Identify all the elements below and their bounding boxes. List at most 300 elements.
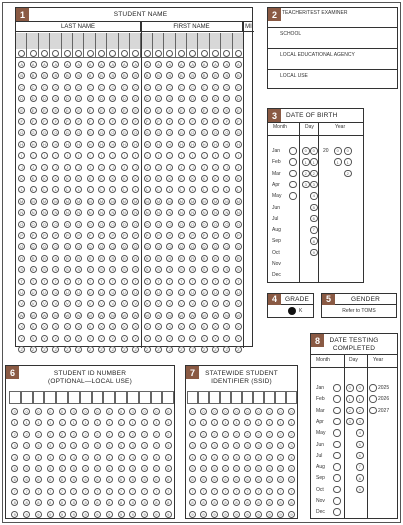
ssid-digit-bubble[interactable]: 1 bbox=[222, 419, 229, 426]
ssid-write-in-box[interactable] bbox=[209, 391, 220, 404]
name-letter-bubble[interactable]: A bbox=[212, 61, 219, 68]
name-letter-bubble[interactable]: T bbox=[41, 278, 48, 285]
student-id-digit-bubble[interactable]: 2 bbox=[82, 431, 89, 438]
name-letter-bubble[interactable]: F bbox=[212, 118, 219, 125]
name-letter-bubble[interactable]: L bbox=[212, 186, 219, 193]
name-letter-bubble[interactable]: K bbox=[132, 175, 139, 182]
name-letter-bubble[interactable]: I bbox=[201, 152, 208, 159]
name-letter-bubble[interactable]: I bbox=[98, 152, 105, 159]
name-letter-bubble[interactable]: N bbox=[166, 209, 173, 216]
name-letter-bubble[interactable]: G bbox=[213, 130, 218, 136]
student-id-digit-bubble[interactable]: 1 bbox=[165, 419, 172, 426]
name-letter-bubble[interactable]: M bbox=[122, 198, 126, 204]
dob-day-ones-bubble[interactable]: 1 bbox=[310, 158, 318, 166]
name-space-bubble[interactable] bbox=[30, 50, 37, 57]
name-letter-bubble[interactable]: L bbox=[178, 186, 185, 193]
name-letter-bubble[interactable]: G bbox=[54, 130, 58, 136]
name-letter-bubble[interactable]: I bbox=[235, 152, 242, 159]
student-id-digit-bubble[interactable]: 0 bbox=[70, 408, 77, 415]
name-letter-bubble[interactable]: E bbox=[235, 107, 242, 114]
student-id-digit-bubble[interactable]: 2 bbox=[59, 431, 66, 438]
name-letter-bubble[interactable]: J bbox=[144, 164, 151, 171]
name-letter-bubble[interactable]: G bbox=[111, 130, 115, 136]
name-letter-bubble[interactable]: Y bbox=[52, 335, 59, 342]
name-letter-bubble[interactable]: T bbox=[212, 278, 219, 285]
name-write-in-box[interactable] bbox=[164, 33, 175, 49]
name-letter-bubble[interactable]: Q bbox=[225, 244, 229, 250]
name-letter-bubble[interactable]: W bbox=[168, 312, 172, 318]
name-letter-bubble[interactable]: U bbox=[64, 289, 71, 296]
name-letter-bubble[interactable]: N bbox=[155, 209, 162, 216]
name-letter-bubble[interactable]: S bbox=[64, 266, 71, 273]
name-letter-bubble[interactable]: X bbox=[201, 323, 208, 330]
testing-day-ones-bubble[interactable]: 3 bbox=[356, 418, 364, 426]
student-id-digit-bubble[interactable]: 6 bbox=[35, 476, 42, 483]
name-letter-bubble[interactable]: X bbox=[189, 323, 196, 330]
name-letter-bubble[interactable]: D bbox=[189, 95, 196, 102]
student-id-digit-bubble[interactable]: 7 bbox=[165, 488, 172, 495]
name-space-bubble[interactable] bbox=[98, 50, 105, 57]
name-letter-bubble[interactable]: G bbox=[202, 130, 206, 136]
name-letter-bubble[interactable]: W bbox=[54, 312, 58, 318]
name-letter-bubble[interactable]: N bbox=[201, 209, 208, 216]
name-letter-bubble[interactable]: B bbox=[144, 72, 151, 79]
name-letter-bubble[interactable]: F bbox=[201, 118, 208, 125]
name-letter-bubble[interactable]: N bbox=[18, 209, 25, 216]
student-id-digit-bubble[interactable]: 6 bbox=[129, 476, 136, 483]
student-id-digit-bubble[interactable]: 8 bbox=[59, 499, 66, 506]
name-letter-bubble[interactable]: A bbox=[30, 61, 37, 68]
name-letter-bubble[interactable]: L bbox=[41, 186, 48, 193]
student-id-digit-bubble[interactable]: 1 bbox=[70, 419, 77, 426]
name-letter-bubble[interactable]: G bbox=[122, 130, 126, 136]
name-letter-bubble[interactable]: C bbox=[132, 84, 139, 91]
name-letter-bubble[interactable]: B bbox=[178, 72, 185, 79]
ssid-digit-bubble[interactable]: 3 bbox=[244, 442, 251, 449]
name-letter-bubble[interactable]: Q bbox=[202, 244, 206, 250]
name-letter-bubble[interactable]: F bbox=[155, 118, 162, 125]
name-letter-bubble[interactable]: C bbox=[212, 84, 219, 91]
name-letter-bubble[interactable]: O bbox=[42, 221, 47, 227]
name-letter-bubble[interactable]: Z bbox=[18, 346, 25, 353]
name-letter-bubble[interactable]: Z bbox=[52, 346, 59, 353]
name-letter-bubble[interactable]: E bbox=[30, 107, 37, 114]
testing-day-ones-bubble[interactable]: 8 bbox=[356, 474, 364, 482]
name-letter-bubble[interactable]: C bbox=[166, 84, 173, 91]
name-letter-bubble[interactable]: G bbox=[31, 130, 35, 136]
ssid-digit-bubble[interactable]: 9 bbox=[189, 511, 196, 518]
student-id-digit-bubble[interactable]: 3 bbox=[118, 442, 125, 449]
name-letter-bubble[interactable]: N bbox=[98, 209, 105, 216]
name-letter-bubble[interactable]: D bbox=[18, 95, 25, 102]
name-letter-bubble[interactable]: Y bbox=[132, 335, 139, 342]
name-letter-bubble[interactable]: L bbox=[132, 186, 139, 193]
name-letter-bubble[interactable]: J bbox=[98, 164, 105, 171]
name-write-in-box[interactable] bbox=[107, 33, 118, 49]
name-letter-bubble[interactable]: D bbox=[166, 95, 173, 102]
student-id-digit-bubble[interactable]: 5 bbox=[118, 465, 125, 472]
name-letter-bubble[interactable]: P bbox=[98, 232, 105, 239]
ssid-digit-bubble[interactable]: 2 bbox=[222, 431, 229, 438]
name-letter-bubble[interactable]: W bbox=[179, 312, 184, 318]
name-letter-bubble[interactable]: O bbox=[54, 221, 58, 227]
name-write-in-box[interactable] bbox=[221, 33, 232, 49]
name-letter-bubble[interactable]: P bbox=[64, 232, 71, 239]
testing-month-bubble[interactable] bbox=[333, 463, 341, 471]
student-id-digit-bubble[interactable]: 5 bbox=[106, 465, 113, 472]
ssid-digit-bubble[interactable]: 8 bbox=[277, 499, 284, 506]
student-id-digit-bubble[interactable]: 8 bbox=[11, 499, 18, 506]
name-letter-bubble[interactable]: P bbox=[155, 232, 162, 239]
name-letter-bubble[interactable]: H bbox=[178, 141, 185, 148]
testing-month-bubble[interactable] bbox=[333, 395, 341, 403]
ssid-digit-bubble[interactable]: 6 bbox=[200, 476, 207, 483]
student-id-digit-bubble[interactable]: 4 bbox=[11, 454, 18, 461]
name-letter-bubble[interactable]: K bbox=[155, 175, 162, 182]
name-letter-bubble[interactable]: W bbox=[213, 312, 218, 318]
name-letter-bubble[interactable]: S bbox=[223, 266, 230, 273]
name-letter-bubble[interactable]: W bbox=[88, 312, 92, 318]
name-letter-bubble[interactable]: Y bbox=[87, 335, 94, 342]
name-letter-bubble[interactable]: X bbox=[41, 323, 48, 330]
name-letter-bubble[interactable]: I bbox=[212, 152, 219, 159]
name-space-bubble[interactable] bbox=[87, 50, 94, 57]
student-id-digit-bubble[interactable]: 8 bbox=[165, 499, 172, 506]
name-letter-bubble[interactable]: G bbox=[99, 130, 104, 136]
name-letter-bubble[interactable]: P bbox=[52, 232, 59, 239]
ssid-digit-bubble[interactable]: 3 bbox=[233, 442, 240, 449]
name-letter-bubble[interactable]: L bbox=[87, 186, 94, 193]
name-letter-bubble[interactable]: E bbox=[144, 107, 151, 114]
name-letter-bubble[interactable]: Z bbox=[98, 346, 105, 353]
name-letter-bubble[interactable]: H bbox=[18, 141, 25, 148]
student-id-digit-bubble[interactable]: 6 bbox=[118, 476, 125, 483]
name-letter-bubble[interactable]: Y bbox=[41, 335, 48, 342]
name-letter-bubble[interactable]: C bbox=[64, 84, 71, 91]
name-letter-bubble[interactable]: C bbox=[41, 84, 48, 91]
student-id-digit-bubble[interactable]: 5 bbox=[129, 465, 136, 472]
student-id-digit-bubble[interactable]: 5 bbox=[11, 465, 18, 472]
name-letter-bubble[interactable]: C bbox=[121, 84, 128, 91]
name-letter-bubble[interactable]: Z bbox=[144, 346, 151, 353]
student-id-digit-bubble[interactable]: 9 bbox=[70, 511, 77, 518]
name-letter-bubble[interactable]: U bbox=[144, 289, 151, 296]
name-letter-bubble[interactable]: K bbox=[109, 175, 116, 182]
student-id-digit-bubble[interactable]: 2 bbox=[153, 431, 160, 438]
ssid-digit-bubble[interactable]: 4 bbox=[244, 454, 251, 461]
name-letter-bubble[interactable]: J bbox=[178, 164, 185, 171]
name-letter-bubble[interactable]: U bbox=[155, 289, 162, 296]
student-id-write-in-box[interactable] bbox=[33, 391, 45, 404]
student-id-digit-bubble[interactable]: 8 bbox=[70, 499, 77, 506]
name-letter-bubble[interactable]: S bbox=[235, 266, 242, 273]
name-letter-bubble[interactable]: B bbox=[235, 72, 242, 79]
name-letter-bubble[interactable]: J bbox=[18, 164, 25, 171]
name-letter-bubble[interactable]: T bbox=[132, 278, 139, 285]
name-letter-bubble[interactable]: X bbox=[144, 323, 151, 330]
name-letter-bubble[interactable]: H bbox=[212, 141, 219, 148]
student-id-digit-bubble[interactable]: 1 bbox=[35, 419, 42, 426]
student-id-digit-bubble[interactable]: 6 bbox=[47, 476, 54, 483]
name-letter-bubble[interactable]: P bbox=[223, 232, 230, 239]
name-letter-bubble[interactable]: D bbox=[178, 95, 185, 102]
student-id-write-in-box[interactable] bbox=[56, 391, 68, 404]
name-letter-bubble[interactable]: S bbox=[109, 266, 116, 273]
ssid-digit-bubble[interactable]: 3 bbox=[200, 442, 207, 449]
student-id-digit-bubble[interactable]: 7 bbox=[35, 488, 42, 495]
name-letter-bubble[interactable]: N bbox=[132, 209, 139, 216]
name-letter-bubble[interactable]: E bbox=[189, 107, 196, 114]
student-id-digit-bubble[interactable]: 4 bbox=[35, 454, 42, 461]
name-letter-bubble[interactable]: G bbox=[156, 130, 161, 136]
name-letter-bubble[interactable]: H bbox=[41, 141, 48, 148]
student-id-digit-bubble[interactable]: 5 bbox=[35, 465, 42, 472]
name-letter-bubble[interactable]: B bbox=[189, 72, 196, 79]
name-letter-bubble[interactable]: X bbox=[75, 323, 82, 330]
name-letter-bubble[interactable]: A bbox=[189, 61, 196, 68]
name-letter-bubble[interactable]: M bbox=[225, 198, 229, 204]
testing-day-ones-bubble[interactable]: 6 bbox=[356, 452, 364, 460]
student-id-digit-bubble[interactable]: 1 bbox=[153, 419, 160, 426]
student-id-write-in-box[interactable] bbox=[21, 391, 33, 404]
name-letter-bubble[interactable]: V bbox=[98, 300, 105, 307]
name-letter-bubble[interactable]: Z bbox=[87, 346, 94, 353]
name-letter-bubble[interactable]: O bbox=[65, 221, 69, 227]
name-letter-bubble[interactable]: W bbox=[42, 312, 47, 318]
name-letter-bubble[interactable]: O bbox=[191, 221, 195, 227]
name-letter-bubble[interactable]: P bbox=[132, 232, 139, 239]
name-letter-bubble[interactable]: D bbox=[52, 95, 59, 102]
name-letter-bubble[interactable]: U bbox=[132, 289, 139, 296]
name-letter-bubble[interactable]: Z bbox=[189, 346, 196, 353]
student-id-digit-bubble[interactable]: 8 bbox=[118, 499, 125, 506]
name-letter-bubble[interactable]: U bbox=[98, 289, 105, 296]
name-letter-bubble[interactable]: J bbox=[235, 164, 242, 171]
ssid-write-in-box[interactable] bbox=[220, 391, 231, 404]
student-id-digit-bubble[interactable]: 8 bbox=[129, 499, 136, 506]
name-letter-bubble[interactable]: L bbox=[75, 186, 82, 193]
student-id-digit-bubble[interactable]: 7 bbox=[118, 488, 125, 495]
name-letter-bubble[interactable]: E bbox=[41, 107, 48, 114]
name-letter-bubble[interactable]: U bbox=[189, 289, 196, 296]
name-letter-bubble[interactable]: P bbox=[41, 232, 48, 239]
name-letter-bubble[interactable]: T bbox=[235, 278, 242, 285]
ssid-digit-bubble[interactable]: 5 bbox=[288, 465, 295, 472]
ssid-digit-bubble[interactable]: 6 bbox=[244, 476, 251, 483]
name-letter-bubble[interactable]: Z bbox=[109, 346, 116, 353]
name-letter-bubble[interactable]: M bbox=[42, 198, 47, 204]
name-letter-bubble[interactable]: R bbox=[75, 255, 82, 262]
name-letter-bubble[interactable]: G bbox=[77, 130, 81, 136]
name-letter-bubble[interactable]: F bbox=[41, 118, 48, 125]
name-letter-bubble[interactable]: U bbox=[121, 289, 128, 296]
dob-day-tens-bubble[interactable]: 0 bbox=[302, 147, 310, 155]
student-id-digit-bubble[interactable]: 5 bbox=[70, 465, 77, 472]
dob-month-bubble[interactable] bbox=[289, 170, 297, 178]
name-letter-bubble[interactable]: N bbox=[41, 209, 48, 216]
student-id-digit-bubble[interactable]: 9 bbox=[106, 511, 113, 518]
name-letter-bubble[interactable]: G bbox=[225, 130, 229, 136]
name-letter-bubble[interactable]: N bbox=[75, 209, 82, 216]
student-id-digit-bubble[interactable]: 8 bbox=[153, 499, 160, 506]
student-id-digit-bubble[interactable]: 2 bbox=[47, 431, 54, 438]
student-id-digit-bubble[interactable]: 9 bbox=[82, 511, 89, 518]
ssid-write-in-box[interactable] bbox=[275, 391, 286, 404]
name-letter-bubble[interactable]: T bbox=[75, 278, 82, 285]
name-letter-bubble[interactable]: D bbox=[75, 95, 82, 102]
student-id-digit-bubble[interactable]: 9 bbox=[141, 511, 148, 518]
ssid-digit-bubble[interactable]: 5 bbox=[189, 465, 196, 472]
name-letter-bubble[interactable]: C bbox=[87, 84, 94, 91]
name-letter-bubble[interactable]: J bbox=[121, 164, 128, 171]
name-letter-bubble[interactable]: Z bbox=[235, 346, 242, 353]
ssid-digit-bubble[interactable]: 5 bbox=[244, 465, 251, 472]
testing-month-bubble[interactable] bbox=[333, 474, 341, 482]
name-letter-bubble[interactable]: X bbox=[121, 323, 128, 330]
name-letter-bubble[interactable]: T bbox=[201, 278, 208, 285]
name-letter-bubble[interactable]: F bbox=[75, 118, 82, 125]
student-id-digit-bubble[interactable]: 0 bbox=[118, 408, 125, 415]
student-id-write-in-box[interactable] bbox=[68, 391, 80, 404]
name-letter-bubble[interactable]: K bbox=[98, 175, 105, 182]
ssid-digit-bubble[interactable]: 0 bbox=[189, 408, 196, 415]
ssid-digit-bubble[interactable]: 2 bbox=[244, 431, 251, 438]
student-id-digit-bubble[interactable]: 9 bbox=[94, 511, 101, 518]
name-letter-bubble[interactable]: R bbox=[178, 255, 185, 262]
testing-month-bubble[interactable] bbox=[333, 407, 341, 415]
name-letter-bubble[interactable]: K bbox=[144, 175, 151, 182]
name-letter-bubble[interactable]: W bbox=[202, 312, 206, 318]
testing-day-ones-bubble[interactable]: 4 bbox=[356, 429, 364, 437]
name-letter-bubble[interactable]: Y bbox=[75, 335, 82, 342]
name-letter-bubble[interactable]: D bbox=[98, 95, 105, 102]
student-id-digit-bubble[interactable]: 6 bbox=[165, 476, 172, 483]
name-letter-bubble[interactable]: E bbox=[98, 107, 105, 114]
name-letter-bubble[interactable]: I bbox=[109, 152, 116, 159]
name-letter-bubble[interactable]: N bbox=[223, 209, 230, 216]
student-id-digit-bubble[interactable]: 4 bbox=[141, 454, 148, 461]
name-letter-bubble[interactable]: J bbox=[201, 164, 208, 171]
name-letter-bubble[interactable]: N bbox=[121, 209, 128, 216]
name-letter-bubble[interactable]: S bbox=[52, 266, 59, 273]
name-letter-bubble[interactable]: Y bbox=[144, 335, 151, 342]
ssid-digit-bubble[interactable]: 2 bbox=[288, 431, 295, 438]
ssid-digit-bubble[interactable]: 0 bbox=[244, 408, 251, 415]
name-letter-bubble[interactable]: U bbox=[41, 289, 48, 296]
name-letter-bubble[interactable]: Q bbox=[236, 244, 240, 250]
ssid-digit-bubble[interactable]: 6 bbox=[277, 476, 284, 483]
student-id-digit-bubble[interactable]: 6 bbox=[11, 476, 18, 483]
name-write-in-box[interactable] bbox=[119, 33, 130, 49]
name-letter-bubble[interactable]: V bbox=[155, 300, 162, 307]
name-letter-bubble[interactable]: M bbox=[65, 198, 69, 204]
name-letter-bubble[interactable]: E bbox=[223, 107, 230, 114]
name-letter-bubble[interactable]: A bbox=[75, 61, 82, 68]
student-id-digit-bubble[interactable]: 0 bbox=[59, 408, 66, 415]
name-space-bubble[interactable] bbox=[41, 50, 48, 57]
name-letter-bubble[interactable]: O bbox=[156, 221, 161, 227]
name-letter-bubble[interactable]: O bbox=[213, 221, 218, 227]
name-letter-bubble[interactable]: Y bbox=[223, 335, 230, 342]
student-id-digit-bubble[interactable]: 0 bbox=[106, 408, 113, 415]
name-letter-bubble[interactable]: C bbox=[235, 84, 242, 91]
lea-field[interactable]: LOCAL EDUCATIONAL AGENCY bbox=[268, 49, 397, 70]
ssid-digit-bubble[interactable]: 0 bbox=[266, 408, 273, 415]
student-id-digit-bubble[interactable]: 0 bbox=[47, 408, 54, 415]
ssid-digit-bubble[interactable]: 0 bbox=[211, 408, 218, 415]
name-letter-bubble[interactable]: Q bbox=[77, 244, 81, 250]
student-id-digit-bubble[interactable]: 8 bbox=[141, 499, 148, 506]
name-letter-bubble[interactable]: J bbox=[189, 164, 196, 171]
name-letter-bubble[interactable]: V bbox=[18, 300, 25, 307]
name-letter-bubble[interactable]: C bbox=[52, 84, 59, 91]
name-letter-bubble[interactable]: D bbox=[109, 95, 116, 102]
ssid-digit-bubble[interactable]: 3 bbox=[222, 442, 229, 449]
name-letter-bubble[interactable]: J bbox=[132, 164, 139, 171]
name-letter-bubble[interactable]: X bbox=[109, 323, 116, 330]
name-letter-bubble[interactable]: K bbox=[235, 175, 242, 182]
name-letter-bubble[interactable]: Z bbox=[166, 346, 173, 353]
ssid-digit-bubble[interactable]: 8 bbox=[222, 499, 229, 506]
name-letter-bubble[interactable]: B bbox=[121, 72, 128, 79]
name-letter-bubble[interactable]: L bbox=[121, 186, 128, 193]
name-letter-bubble[interactable]: X bbox=[87, 323, 94, 330]
name-letter-bubble[interactable]: Q bbox=[213, 244, 218, 250]
ssid-digit-bubble[interactable]: 1 bbox=[255, 419, 262, 426]
name-letter-bubble[interactable]: J bbox=[166, 164, 173, 171]
student-id-digit-bubble[interactable]: 7 bbox=[106, 488, 113, 495]
ssid-digit-bubble[interactable]: 2 bbox=[277, 431, 284, 438]
name-letter-bubble[interactable]: C bbox=[75, 84, 82, 91]
dob-year-tens-bubble[interactable]: 1 bbox=[334, 158, 342, 166]
name-letter-bubble[interactable]: L bbox=[64, 186, 71, 193]
name-letter-bubble[interactable]: E bbox=[52, 107, 59, 114]
student-id-digit-bubble[interactable]: 1 bbox=[141, 419, 148, 426]
name-letter-bubble[interactable]: C bbox=[155, 84, 162, 91]
name-letter-bubble[interactable]: X bbox=[155, 323, 162, 330]
student-id-digit-bubble[interactable]: 0 bbox=[35, 408, 42, 415]
ssid-digit-bubble[interactable]: 1 bbox=[266, 419, 273, 426]
name-letter-bubble[interactable]: L bbox=[166, 186, 173, 193]
student-id-digit-bubble[interactable]: 7 bbox=[23, 488, 30, 495]
name-letter-bubble[interactable]: W bbox=[99, 312, 104, 318]
name-letter-bubble[interactable]: Y bbox=[155, 335, 162, 342]
ssid-digit-bubble[interactable]: 5 bbox=[222, 465, 229, 472]
student-id-digit-bubble[interactable]: 5 bbox=[153, 465, 160, 472]
ssid-digit-bubble[interactable]: 0 bbox=[288, 408, 295, 415]
name-letter-bubble[interactable]: B bbox=[30, 72, 37, 79]
name-letter-bubble[interactable]: U bbox=[201, 289, 208, 296]
dob-day-ones-bubble[interactable]: 8 bbox=[310, 237, 318, 245]
dob-month-bubble[interactable] bbox=[289, 147, 297, 155]
name-letter-bubble[interactable]: F bbox=[109, 118, 116, 125]
name-letter-bubble[interactable]: A bbox=[235, 61, 242, 68]
name-letter-bubble[interactable]: B bbox=[109, 72, 116, 79]
name-letter-bubble[interactable]: V bbox=[52, 300, 59, 307]
name-letter-bubble[interactable]: B bbox=[155, 72, 162, 79]
name-letter-bubble[interactable]: I bbox=[30, 152, 37, 159]
name-letter-bubble[interactable]: W bbox=[111, 312, 115, 318]
testing-month-bubble[interactable] bbox=[333, 384, 341, 392]
student-id-digit-bubble[interactable]: 9 bbox=[165, 511, 172, 518]
name-letter-bubble[interactable]: X bbox=[178, 323, 185, 330]
student-id-digit-bubble[interactable]: 6 bbox=[70, 476, 77, 483]
name-letter-bubble[interactable]: P bbox=[166, 232, 173, 239]
testing-month-bubble[interactable] bbox=[333, 497, 341, 505]
name-letter-bubble[interactable]: G bbox=[65, 130, 69, 136]
name-letter-bubble[interactable]: P bbox=[212, 232, 219, 239]
student-id-digit-bubble[interactable]: 3 bbox=[153, 442, 160, 449]
